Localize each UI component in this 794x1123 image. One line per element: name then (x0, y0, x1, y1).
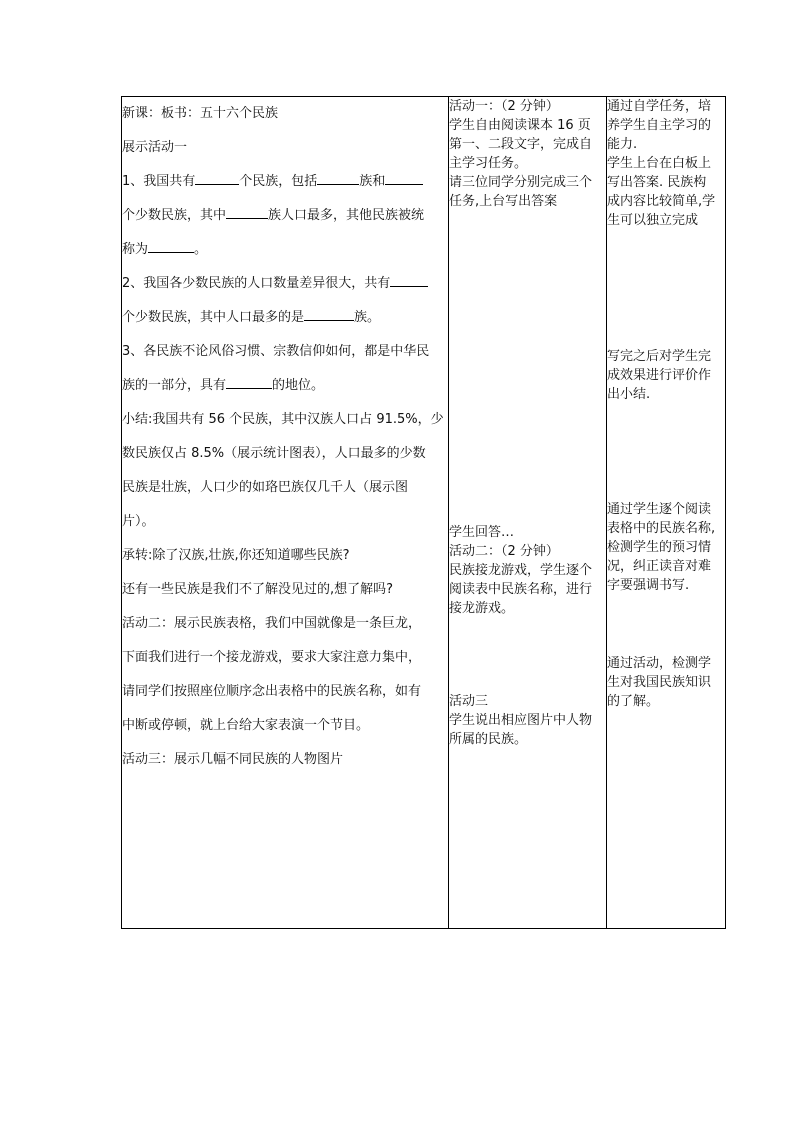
text-line: 下面我们进行一个接龙游戏，要求大家注意力集中， (122, 650, 422, 665)
text-line: 通过自学任务，培 (607, 99, 712, 114)
text-line: 生可以独立完成 (607, 213, 699, 228)
text-line: 写出答案. 民族构 (607, 175, 707, 190)
text-line: 况，纠正读音对难 (607, 559, 712, 574)
fill-blank (195, 172, 239, 185)
text-line: 还有一些民族是我们不了解没见过的,想了解吗? (122, 582, 394, 597)
spacer (607, 436, 725, 468)
question-1-line-3 (122, 233, 448, 267)
spacer (449, 211, 606, 523)
text-line: 接龙游戏。 (449, 601, 515, 616)
question-2-line-2 (122, 301, 448, 335)
text-fragment: 的地位。 (272, 378, 325, 393)
text-line: 的了解。 (607, 694, 660, 709)
question-3-line-2 (122, 369, 448, 403)
spacer (607, 404, 725, 436)
text-fragment: 1、我国共有 (122, 174, 196, 189)
spacer (607, 595, 725, 654)
text-line: 字要强调书写. (607, 578, 690, 593)
text-fragment: 族人口最多，其他民族被统 (268, 208, 425, 223)
text-line: 请三位同学分别完成三个 (449, 175, 593, 190)
text-fragment: 个民族，包括 (239, 174, 318, 189)
text-line: 学生上台在白板上 (607, 156, 712, 171)
text-line: 表格中的民族名称, (607, 521, 716, 536)
fill-blank (148, 240, 194, 253)
text-line: 第一、二段文字，完成自 (449, 137, 593, 152)
text-fragment: 族的一部分，具有 (122, 378, 227, 393)
text-line: 所属的民族。 (449, 732, 528, 747)
fill-blank (304, 308, 354, 321)
text-line: 承转:除了汉族,壮族,你还知道哪些民族? (122, 548, 350, 563)
spacer (607, 468, 725, 500)
question-1-line-1 (122, 165, 448, 199)
text-line: 养学生自主学习的 (607, 118, 712, 133)
text-line: 成效果进行评价作 (607, 368, 712, 383)
text-line: 阅读表中民族名称，进行 (449, 582, 593, 597)
text-fragment: 。 (194, 242, 208, 257)
text-fragment: 称为 (122, 242, 149, 257)
text-line: 出小结. (607, 387, 651, 402)
text-line: 成内容比较简单,学 (607, 194, 716, 209)
spacer (607, 230, 725, 347)
student-activity-cell (449, 97, 607, 929)
text-line: 主学习任务。 (449, 156, 528, 171)
text-line: 生对我国民族知识 (607, 675, 712, 690)
fill-blank (226, 206, 268, 219)
text-line: 3、各民族不论风俗习惯、宗教信仰如何，都是中华民 (122, 344, 430, 359)
text-line: 通过活动，检测学 (607, 656, 712, 671)
text-fragment: 个少数民族，其中人口最多的是 (122, 310, 305, 325)
text-line: 学生回答… (449, 525, 515, 540)
text-line: 活动三：展示几幅不同民族的人物图片 (122, 752, 344, 767)
text-line: 能力. (607, 137, 638, 152)
teacher-activity-cell (122, 97, 449, 929)
question-2-line-1 (122, 267, 448, 301)
text-line: 任务,上台写出答案 (449, 194, 558, 209)
text-fragment: 族和 (359, 174, 386, 189)
text-line: 活动二：（2 分钟） (449, 544, 559, 559)
text-line: 活动二：展示民族表格，我们中国就像是一条巨龙， (122, 616, 422, 631)
text-line: 活动一：（2 分钟） (449, 99, 559, 114)
fill-blank (390, 274, 428, 287)
text-fragment: 族。 (354, 310, 381, 325)
text-line: 小结:我国共有 56 个民族，其中汉族人口占 91.5%，少 (122, 412, 444, 427)
text-line: 民族是壮族，人口少的如珞巴族仅几千人（展示图 (122, 480, 409, 495)
question-1-line-2 (122, 199, 448, 233)
fill-blank (385, 172, 423, 185)
lesson-plan-table (121, 96, 726, 929)
text-line: 活动三 (449, 694, 489, 709)
table-row (122, 97, 726, 929)
text-fragment: 2、我国各少数民族的人口数量差异很大，共有 (122, 276, 391, 291)
fill-blank (226, 376, 272, 389)
text-line: 学生说出相应图片中人物 (449, 713, 593, 728)
text-line: 片）。 (122, 514, 155, 529)
text-fragment: 个少数民族，其中 (122, 208, 227, 223)
text-line: 民族接龙游戏，学生逐个 (449, 563, 593, 578)
text-line: 数民族仅占 8.5%（展示统计图表），人口最多的少数 (122, 446, 426, 461)
text-line: 写完之后对学生完 (607, 349, 712, 364)
text-line: 检测学生的预习情 (607, 540, 712, 555)
text-line: 新课：板书：五十六个民族 (122, 106, 279, 121)
text-line: 学生自由阅读课本 16 页 (449, 118, 591, 133)
text-line: 中断或停顿，就上台给大家表演一个节目。 (122, 718, 370, 733)
spacer (449, 618, 606, 692)
text-line: 展示活动一 (122, 140, 188, 155)
fill-blank (317, 172, 359, 185)
text-line: 请同学们按照座位顺序念出表格中的民族名称，如有 (122, 684, 422, 699)
text-line: 通过学生逐个阅读 (607, 502, 712, 517)
design-intent-cell (607, 97, 726, 929)
